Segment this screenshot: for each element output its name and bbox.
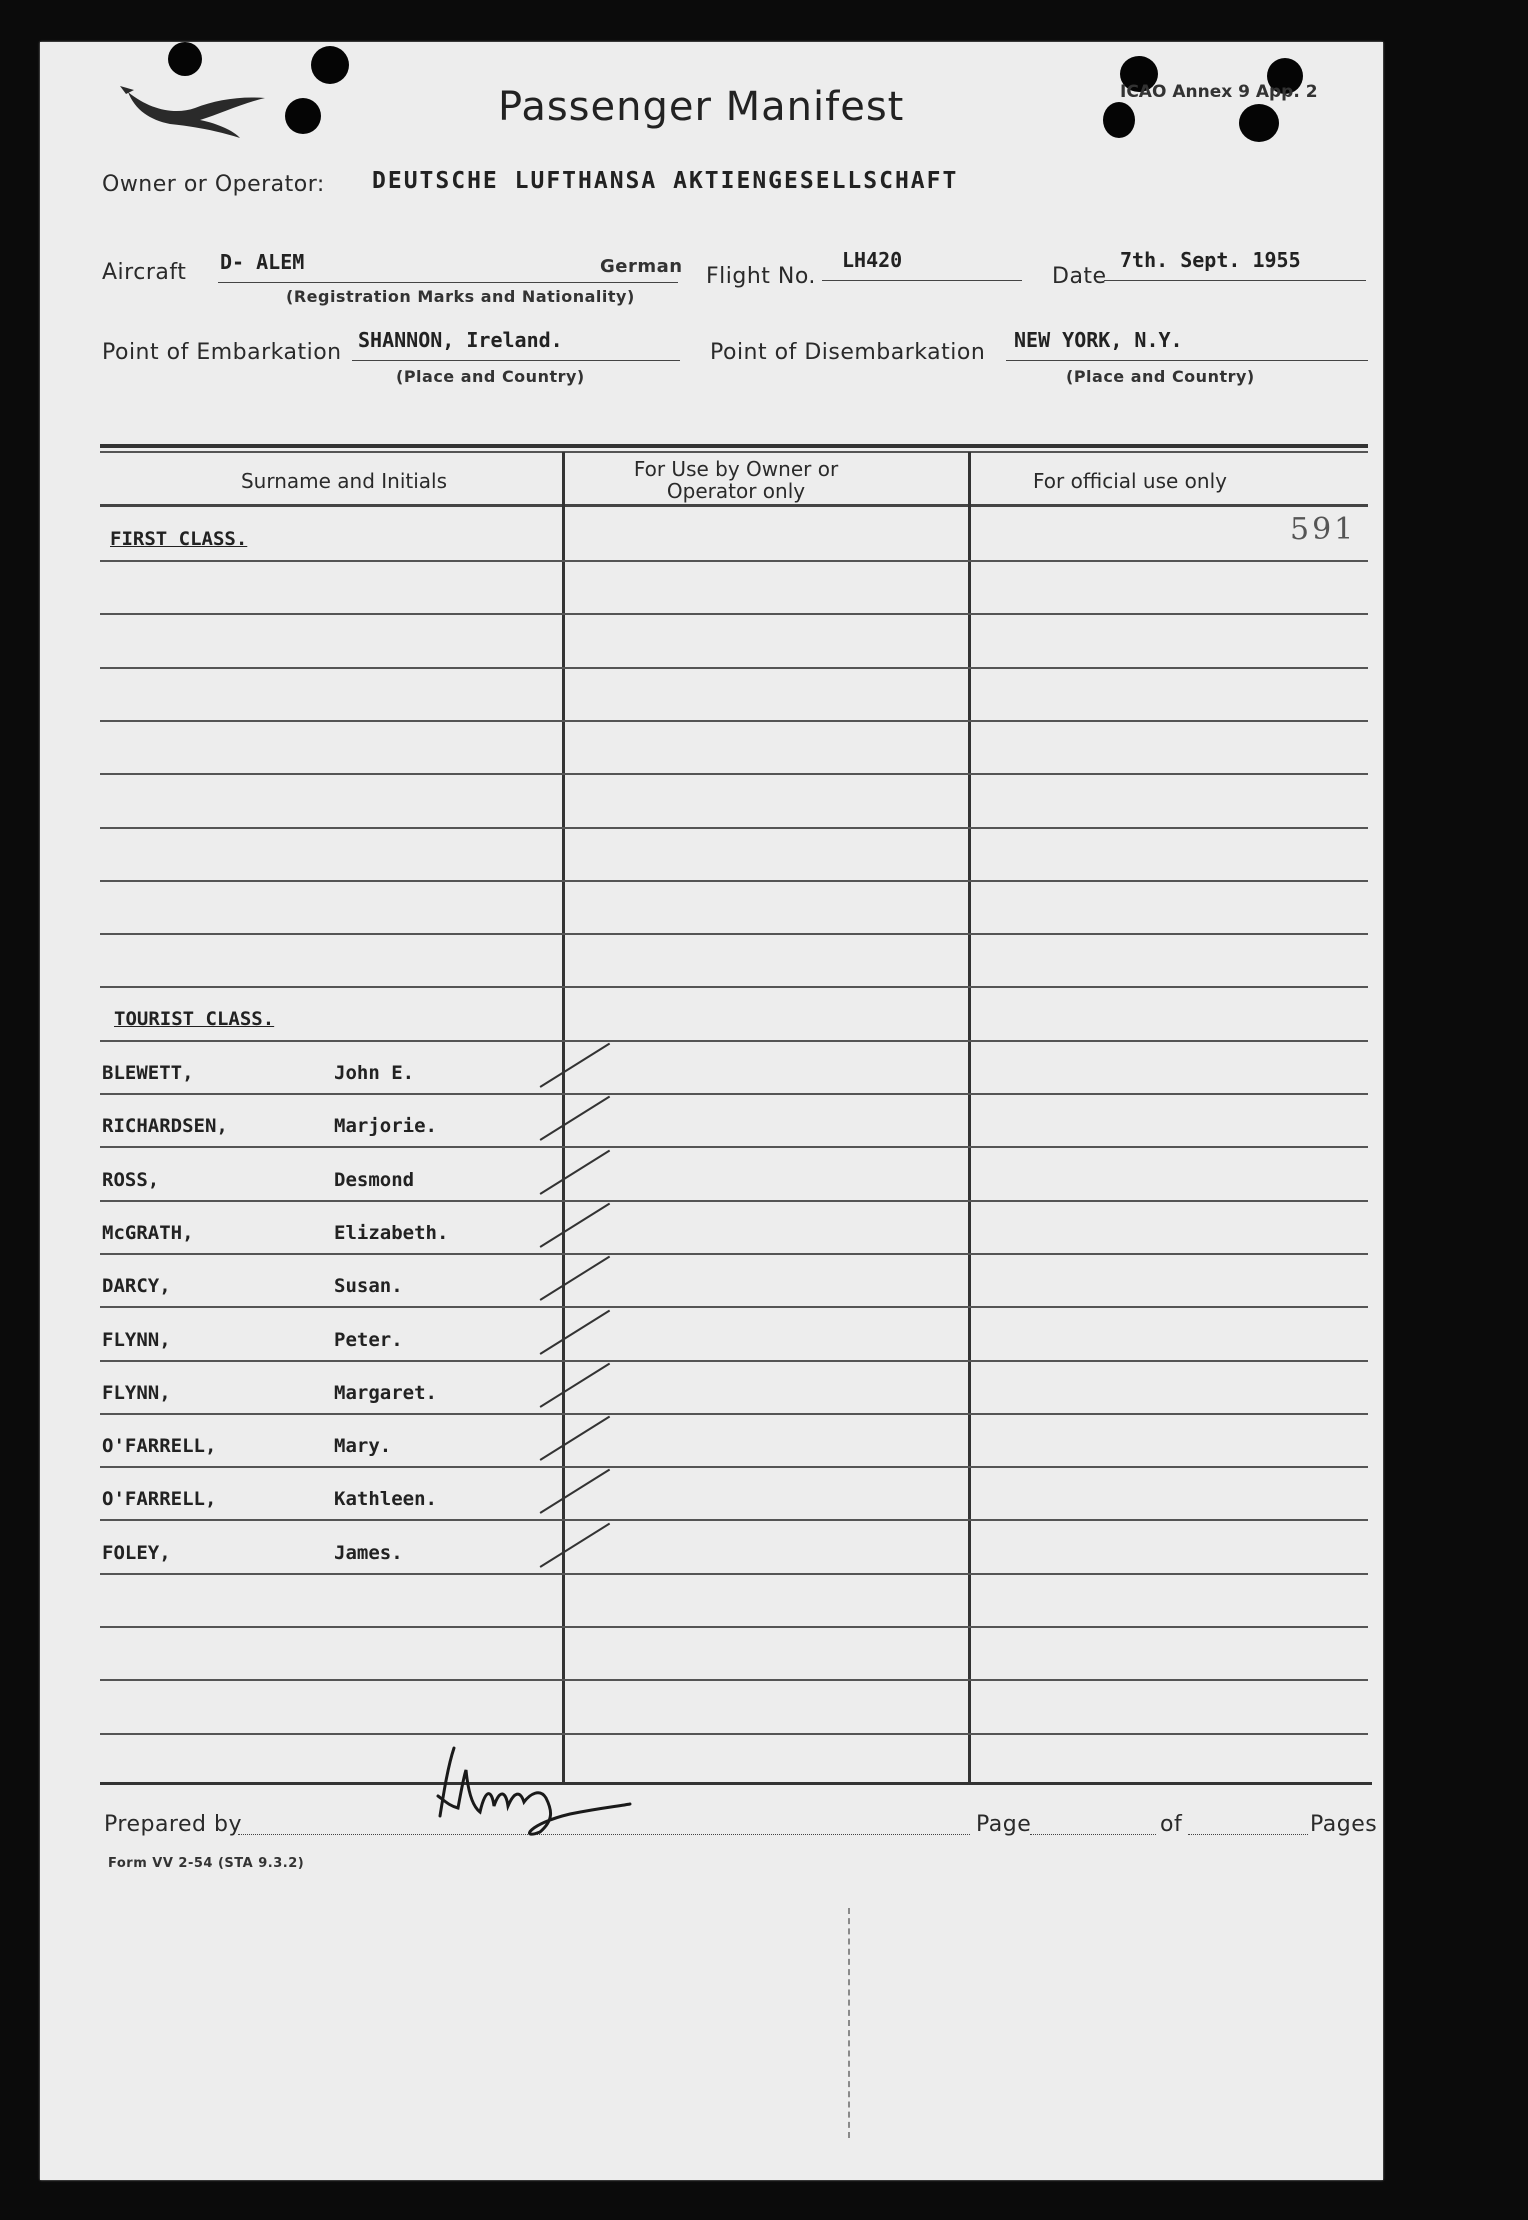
ruled-line [100, 1466, 1368, 1468]
check-mark [540, 1310, 610, 1355]
column-divider [562, 452, 565, 1784]
ruled-line [100, 613, 1368, 615]
pages-label: Pages [1310, 1812, 1378, 1837]
check-mark [540, 1363, 610, 1408]
passenger-surname: FOLEY, [102, 1542, 171, 1564]
table-bottom-rule [100, 1782, 1372, 1785]
punch-hole [168, 42, 202, 76]
passenger-surname: O'FARRELL, [102, 1435, 217, 1457]
column-header-surname: Surname and Initials [240, 469, 448, 493]
ruled-line [100, 1519, 1368, 1521]
of-underline [1188, 1834, 1308, 1835]
passenger-surname: O'FARRELL, [102, 1488, 217, 1510]
ruled-line [100, 1679, 1368, 1681]
passenger-given-name: James. [334, 1542, 403, 1564]
column-header-official-use: For official use only [1033, 469, 1227, 493]
passenger-surname: BLEWETT, [102, 1062, 194, 1084]
ruled-line [100, 933, 1368, 935]
ruled-line [100, 1626, 1368, 1628]
page-underline [1030, 1834, 1156, 1835]
punch-hole [311, 46, 349, 84]
ruled-line [100, 1093, 1368, 1095]
ruled-line [100, 1253, 1368, 1255]
passenger-given-name: Marjorie. [334, 1115, 437, 1137]
disembarkation-value: NEW YORK, N.Y. [1014, 328, 1183, 352]
ruled-line [100, 827, 1368, 829]
flight-number: LH420 [842, 248, 903, 272]
passenger-surname: ROSS, [102, 1169, 160, 1191]
passenger-given-name: Mary. [334, 1435, 392, 1457]
passenger-given-name: John E. [334, 1062, 415, 1084]
passenger-surname: DARCY, [102, 1275, 171, 1297]
punch-hole [1239, 104, 1279, 142]
column-header-owner-use: For Use by Owner or Operator only [633, 457, 839, 503]
check-mark [540, 1523, 610, 1568]
disembarkation-underline [1006, 360, 1368, 361]
page-label: Page [976, 1812, 1032, 1837]
ruled-line [100, 1040, 1368, 1042]
check-mark [540, 1096, 610, 1141]
lufthansa-crane-logo [120, 80, 270, 140]
fold-mark [848, 1908, 850, 2138]
aircraft-caption: (Registration Marks and Nationality) [286, 287, 635, 306]
passenger-given-name: Kathleen. [334, 1488, 437, 1510]
header-bottom-rule [100, 504, 1368, 507]
ruled-line [100, 986, 1368, 988]
ruled-line [100, 1413, 1368, 1415]
date-label: Date [1052, 264, 1107, 289]
ruled-line [100, 773, 1368, 775]
of-label: of [1160, 1812, 1183, 1837]
ruled-line [100, 880, 1368, 882]
preparer-signature [410, 1736, 650, 1846]
check-mark [540, 1150, 610, 1195]
passenger-given-name: Desmond [334, 1169, 415, 1191]
passenger-given-name: Margaret. [334, 1382, 437, 1404]
date-underline [1104, 280, 1366, 281]
first-class-heading: FIRST CLASS. [110, 528, 248, 550]
aircraft-label: Aircraft [102, 260, 187, 285]
ruled-line [100, 1360, 1368, 1362]
punch-hole [285, 98, 321, 134]
flight-label: Flight No. [706, 264, 816, 289]
aircraft-registration: D- ALEM [220, 250, 305, 274]
ruled-line [100, 667, 1368, 669]
table-top-rule-2 [100, 451, 1368, 453]
form-code: Form VV 2-54 (STA 9.3.2) [108, 1856, 305, 1871]
check-mark [540, 1469, 610, 1514]
ruled-line [100, 720, 1368, 722]
aircraft-nationality: German [600, 256, 683, 277]
ruled-line [100, 1200, 1368, 1202]
column-divider [968, 452, 971, 1784]
punch-hole [1103, 102, 1135, 138]
form-title: Passenger Manifest [498, 84, 905, 130]
check-mark [540, 1203, 610, 1248]
passenger-surname: RICHARDSEN, [102, 1115, 228, 1137]
embarkation-underline [352, 360, 680, 361]
page-number-stamp: 591 [1290, 512, 1357, 547]
annex-reference: ICAO Annex 9 App. 2 [1120, 82, 1318, 102]
check-mark [540, 1416, 610, 1461]
ruled-line [100, 1573, 1368, 1575]
check-mark [540, 1256, 610, 1301]
embarkation-value: SHANNON, Ireland. [358, 328, 563, 352]
ruled-line [100, 1146, 1368, 1148]
date-value: 7th. Sept. 1955 [1120, 248, 1301, 272]
passenger-surname: FLYNN, [102, 1382, 171, 1404]
passenger-surname: FLYNN, [102, 1329, 171, 1351]
passenger-given-name: Peter. [334, 1329, 403, 1351]
disembarkation-label: Point of Disembarkation [710, 340, 986, 365]
embarkation-label: Point of Embarkation [102, 340, 342, 365]
ruled-line [100, 560, 1368, 562]
disembarkation-caption: (Place and Country) [1066, 367, 1255, 386]
table-top-rule [100, 444, 1368, 448]
check-mark [540, 1043, 610, 1088]
owner-value: DEUTSCHE LUFTHANSA AKTIENGESELLSCHAFT [372, 168, 959, 194]
passenger-surname: McGRATH, [102, 1222, 194, 1244]
ruled-line [100, 1733, 1368, 1735]
embarkation-caption: (Place and Country) [396, 367, 585, 386]
flight-underline [822, 280, 1022, 281]
passenger-given-name: Elizabeth. [334, 1222, 449, 1244]
passenger-given-name: Susan. [334, 1275, 403, 1297]
manifest-sheet [40, 42, 1383, 2180]
owner-label: Owner or Operator: [102, 172, 325, 197]
aircraft-underline [218, 282, 678, 283]
prepared-by-label: Prepared by [104, 1812, 242, 1837]
tourist-class-heading: TOURIST CLASS. [114, 1008, 275, 1030]
ruled-line [100, 1306, 1368, 1308]
